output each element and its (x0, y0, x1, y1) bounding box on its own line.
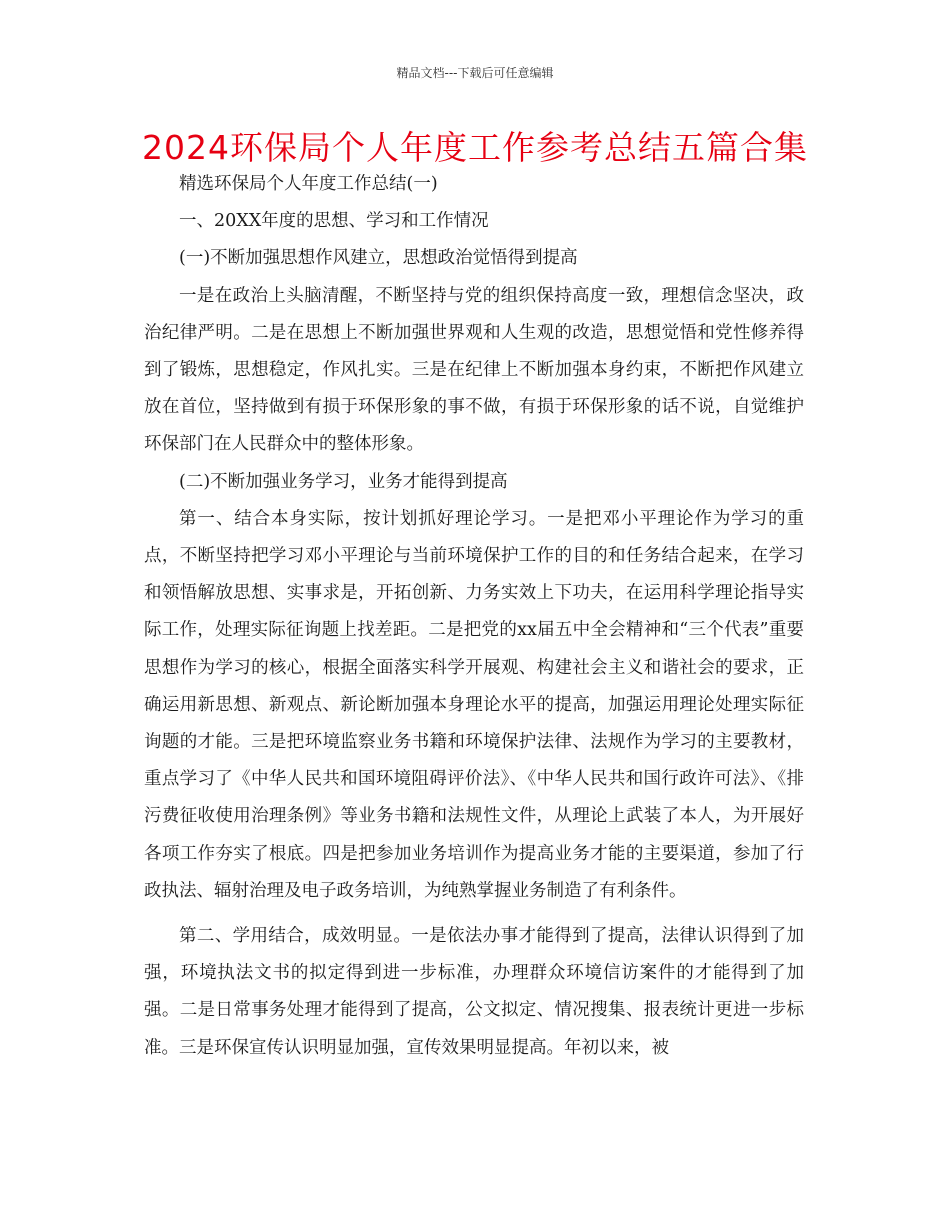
paragraph-body-2: 第一、结合本身实际，按计划抓好理论学习。一是把邓小平理论作为学习的重点，不断坚持把学习邓小平理论与当前环境保护工作的目的和任务结合起来，在学习和领悟解放思想、实事求是，开拓创新、力务实效上下功夫，在运用科学理论指导实际工作，处理实际征询题上找差距。二是把党的xx届五中全会精神和“三个代表”重要思想作为学习的核心，根据全面落实科学开展观、构建社会主义和谐社会的要求，正确运用新思想、新观点、新论断加强本身理论水平的提高，加强运用理论处理实际征询题的才能。三是把环境监察业务书籍和环境保护法律、法规作为学习的主要教材，重点学习了《中华人民共和国环境阻碍评价法》、《中华人民共和国行政许可法》、《排污费征收使用治理条例》等业务书籍和法规性文件，从理论上武装了本人，为开展好各项工作夯实了根底。四是把参加业务培训作为提高业务才能的主要渠道，参加了行政执法、辐射治理及电子政务培训，为纯熟掌握业务制造了有利条件。 (144, 508, 804, 901)
paragraph-body-1: 一是在政治上头脑清醒，不断坚持与党的组织保持高度一致，理想信念坚决，政治纪律严明。二是在思想上不断加强世界观和人生观的改造，思想觉悟和党性修养得到了锻炼，思想稳定，作风扎实。三是在纪律上不断加强本身约束，不断把作风建立放在首位，坚持做到有损于环保形象的事不做，有损于环保形象的话不说，自觉维护环保部门在人民群众中的整体形象。 (144, 285, 804, 455)
document-title: 2024环保局个人年度工作参考总结五篇合集 (142, 128, 808, 167)
paragraph-section-heading: 精选环保局个人年度工作总结(一) (179, 174, 438, 194)
paragraph-subheading-1: (一)不断加强思想作风建立，思想政治觉悟得到提高 (179, 248, 578, 269)
paragraph-body-3: 第二、学用结合，成效明显。一是依法办事才能得到了提高，法律认识得到了加强，环境执法文书的拟定得到进一步标准，办理群众环境信访案件的才能得到了加强。二是日常事务处理才能得到了提高，公文拟定、情况搜集、报表统计更进一步标准。三是环保宣传认识明显加强，宣传效果明显提高。年初以来，被 (144, 926, 804, 1058)
document-body (144, 166, 804, 1067)
paragraph-heading-1: 一、20XX年度的思想、学习和工作情况 (179, 211, 489, 232)
header-note: 精品文档---下载后可任意编辑 (396, 66, 554, 80)
paragraph-subheading-2: (二)不断加强业务学习，业务才能得到提高 (179, 471, 508, 492)
